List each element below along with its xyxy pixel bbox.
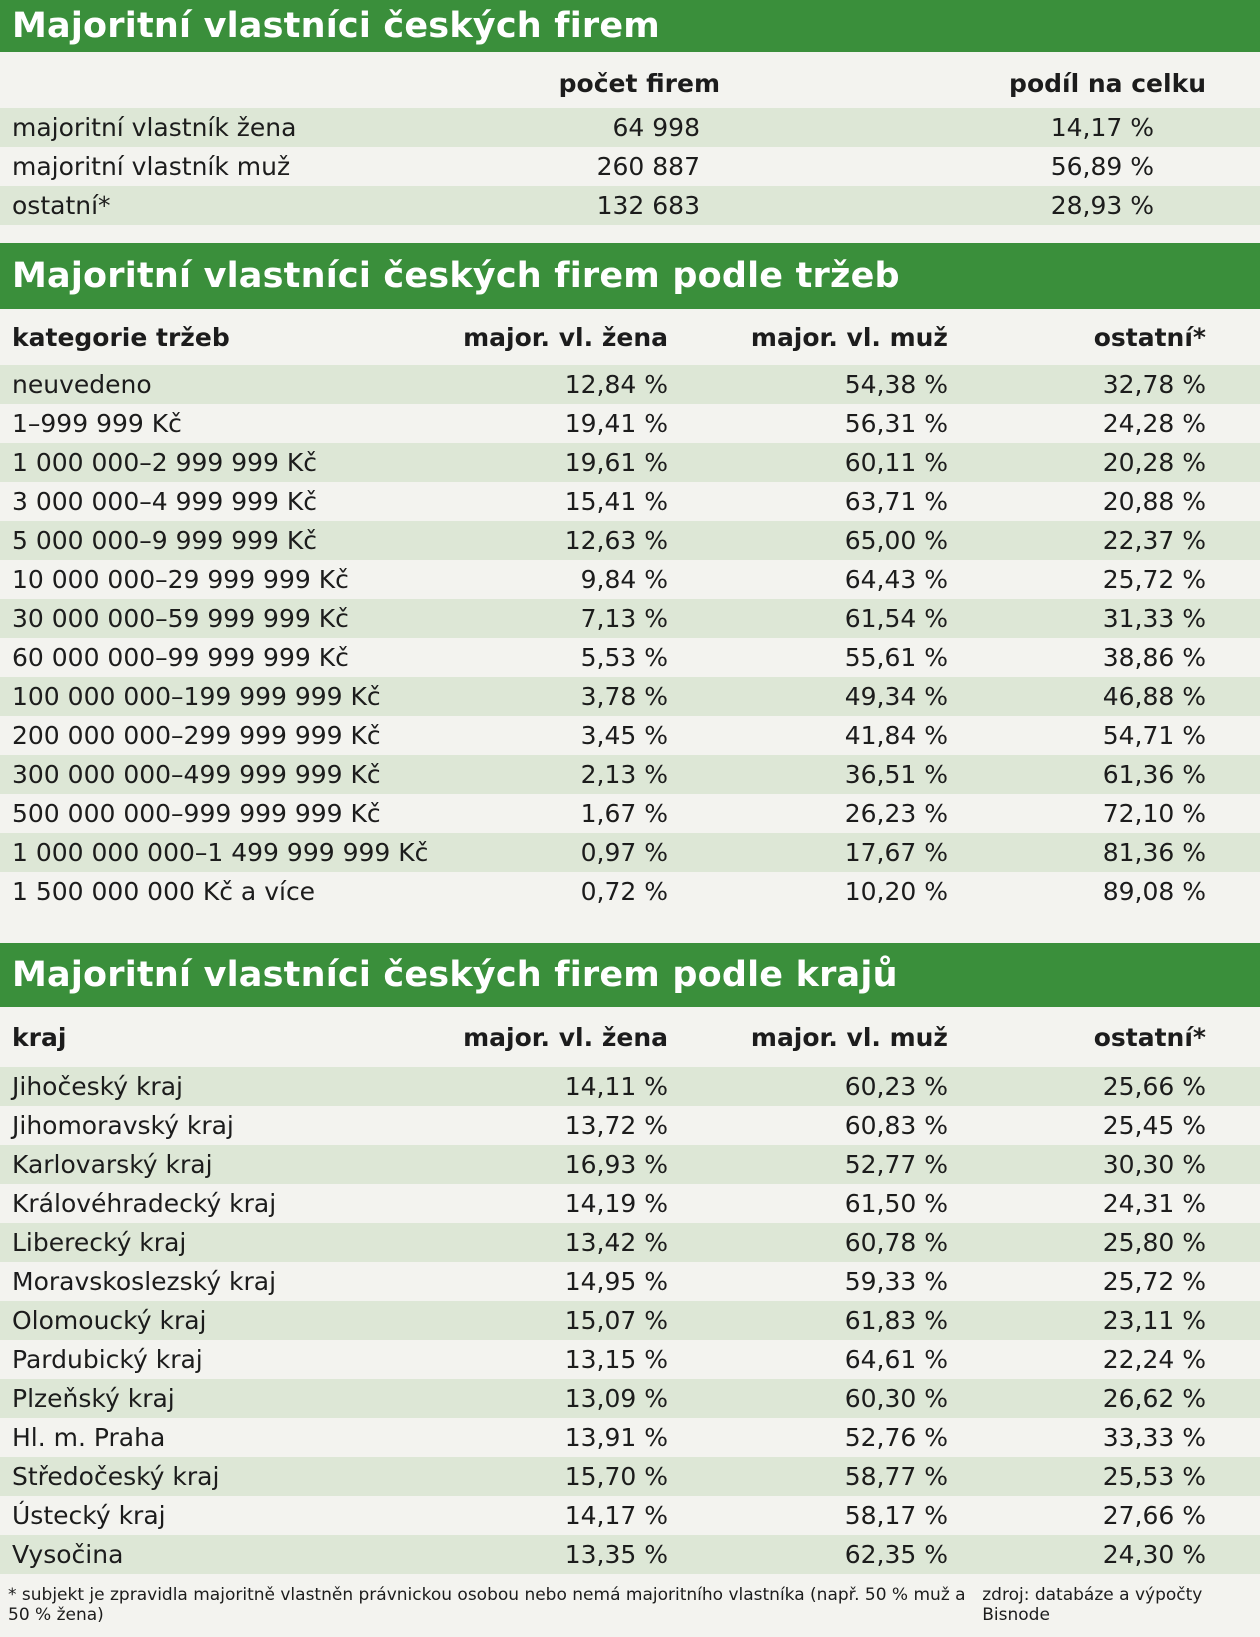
- table-row: [0, 599, 1260, 638]
- section-regions: [0, 943, 1260, 1574]
- row-value: 24,28 %: [1102, 409, 1206, 438]
- row-value: 58,17 %: [844, 1501, 948, 1530]
- row-value: 46,88 %: [1102, 682, 1206, 711]
- table-row: [0, 1418, 1260, 1457]
- row-label: majoritní vlastník muž: [12, 152, 291, 181]
- row-value: 22,24 %: [1102, 1345, 1206, 1374]
- header-cell: major. vl. žena: [463, 1022, 668, 1052]
- row-value: 14,19 %: [564, 1189, 668, 1218]
- table-row: [0, 1223, 1260, 1262]
- table-row: [0, 108, 1260, 147]
- table-row: [0, 1301, 1260, 1340]
- row-value: 60,78 %: [844, 1228, 948, 1257]
- header-cell: major. vl. muž: [750, 322, 948, 352]
- row-value: 19,41 %: [564, 409, 668, 438]
- row-label: 30 000 000–59 999 999 Kč: [12, 604, 349, 633]
- table-row: [0, 560, 1260, 599]
- table-row: [0, 443, 1260, 482]
- row-value: 52,76 %: [844, 1423, 948, 1452]
- row-label: 1 000 000–2 999 999 Kč: [12, 448, 318, 477]
- table-row: [0, 147, 1260, 186]
- row-value: 64 998: [612, 113, 700, 142]
- table-row: [0, 365, 1260, 404]
- section-title: Majoritní vlastníci českých firem: [0, 0, 1260, 52]
- row-value: 61,50 %: [844, 1189, 948, 1218]
- row-label: Pardubický kraj: [12, 1345, 203, 1374]
- row-value: 0,97 %: [580, 838, 668, 867]
- row-value: 13,91 %: [564, 1423, 668, 1452]
- row-value: 260 887: [596, 152, 700, 181]
- row-value: 61,36 %: [1102, 760, 1206, 789]
- source-note: zdroj: databáze a výpočty Bisnode: [982, 1585, 1203, 1625]
- row-value: 56,89 %: [1050, 152, 1154, 181]
- row-label: ostatní*: [12, 191, 111, 220]
- row-value: 25,72 %: [1102, 565, 1206, 594]
- row-value: 15,41 %: [564, 487, 668, 516]
- row-label: 5 000 000–9 999 999 Kč: [12, 526, 318, 555]
- row-value: 2,13 %: [580, 760, 668, 789]
- row-value: 13,35 %: [564, 1540, 668, 1569]
- table-row: [0, 1262, 1260, 1301]
- row-value: 23,11 %: [1102, 1306, 1206, 1335]
- row-value: 132 683: [596, 191, 700, 220]
- row-value: 25,45 %: [1102, 1111, 1206, 1140]
- table-row: [0, 677, 1260, 716]
- row-label: 300 000 000–499 999 999 Kč: [12, 760, 381, 789]
- row-value: 16,93 %: [564, 1150, 668, 1179]
- table-row: [0, 638, 1260, 677]
- row-label: Hl. m. Praha: [12, 1423, 166, 1452]
- row-label: 1 500 000 000 Kč a více: [12, 877, 316, 906]
- table-row: [0, 1535, 1260, 1574]
- row-value: 14,17 %: [1050, 113, 1154, 142]
- row-value: 25,72 %: [1102, 1267, 1206, 1296]
- row-value: 59,33 %: [844, 1267, 948, 1296]
- section-overall: [0, 0, 1260, 225]
- row-value: 9,84 %: [580, 565, 668, 594]
- table-row: [0, 1457, 1260, 1496]
- table-row: [0, 1067, 1260, 1106]
- row-value: 64,43 %: [844, 565, 948, 594]
- row-value: 14,17 %: [564, 1501, 668, 1530]
- row-label: 200 000 000–299 999 999 Kč: [12, 721, 381, 750]
- row-label: Vysočina: [12, 1540, 124, 1569]
- row-value: 24,31 %: [1102, 1189, 1206, 1218]
- row-label: Liberecký kraj: [12, 1228, 187, 1257]
- row-value: 3,78 %: [580, 682, 668, 711]
- row-value: 58,77 %: [844, 1462, 948, 1491]
- row-label: Plzeňský kraj: [12, 1384, 175, 1413]
- row-label: 3 000 000–4 999 999 Kč: [12, 487, 318, 516]
- header-cell: kraj: [12, 1022, 67, 1052]
- header-cell: kategorie tržeb: [12, 322, 230, 352]
- row-value: 25,53 %: [1102, 1462, 1206, 1491]
- row-label: 10 000 000–29 999 999 Kč: [12, 565, 349, 594]
- header-cell: ostatní*: [1093, 322, 1206, 352]
- row-value: 61,83 %: [844, 1306, 948, 1335]
- row-value: 12,84 %: [564, 370, 668, 399]
- section-title: Majoritní vlastníci českých firem podle krajů: [0, 943, 1260, 1007]
- footnote: * subjekt je zpravidla majoritně vlastněn právnickou osobou nebo nemá majoritního vlastníka (např. 50 % muž a 50 % žena): [8, 1585, 966, 1625]
- table-row: [0, 404, 1260, 443]
- row-value: 17,67 %: [844, 838, 948, 867]
- footer: [0, 1585, 1260, 1625]
- row-value: 20,88 %: [1102, 487, 1206, 516]
- row-value: 20,28 %: [1102, 448, 1206, 477]
- table-row: [0, 1106, 1260, 1145]
- row-value: 14,11 %: [564, 1072, 668, 1101]
- row-value: 63,71 %: [844, 487, 948, 516]
- row-label: Karlovarský kraj: [12, 1150, 213, 1179]
- row-value: 12,63 %: [564, 526, 668, 555]
- row-value: 60,23 %: [844, 1072, 948, 1101]
- table-row: [0, 521, 1260, 560]
- row-value: 30,30 %: [1102, 1150, 1206, 1179]
- row-value: 81,36 %: [1102, 838, 1206, 867]
- row-label: Ústecký kraj: [12, 1501, 166, 1530]
- row-value: 31,33 %: [1102, 604, 1206, 633]
- row-value: 0,72 %: [580, 877, 668, 906]
- header-cell: ostatní*: [1093, 1022, 1206, 1052]
- row-value: 65,00 %: [844, 526, 948, 555]
- row-value: 22,37 %: [1102, 526, 1206, 555]
- row-label: Středočeský kraj: [12, 1462, 220, 1491]
- row-label: 60 000 000–99 999 999 Kč: [12, 643, 349, 672]
- row-value: 13,09 %: [564, 1384, 668, 1413]
- row-label: 500 000 000–999 999 999 Kč: [12, 799, 381, 828]
- row-value: 25,80 %: [1102, 1228, 1206, 1257]
- row-value: 1,67 %: [580, 799, 668, 828]
- row-value: 3,45 %: [580, 721, 668, 750]
- table-row: [0, 1496, 1260, 1535]
- row-label: 1–999 999 Kč: [12, 409, 182, 438]
- row-value: 62,35 %: [844, 1540, 948, 1569]
- row-label: 1 000 000 000–1 499 999 999 Kč: [12, 838, 429, 867]
- row-value: 38,86 %: [1102, 643, 1206, 672]
- row-label: Olomoucký kraj: [12, 1306, 207, 1335]
- row-value: 72,10 %: [1102, 799, 1206, 828]
- header-cell: podíl na celku: [1009, 68, 1206, 98]
- section-revenue: [0, 243, 1260, 911]
- row-value: 13,42 %: [564, 1228, 668, 1257]
- table-row: [0, 1184, 1260, 1223]
- section-title: Majoritní vlastníci českých firem podle tržeb: [0, 243, 1260, 309]
- row-value: 64,61 %: [844, 1345, 948, 1374]
- table-header: [0, 309, 1260, 365]
- row-label: majoritní vlastník žena: [12, 113, 297, 142]
- row-value: 60,11 %: [844, 448, 948, 477]
- row-value: 27,66 %: [1102, 1501, 1206, 1530]
- row-value: 15,70 %: [564, 1462, 668, 1491]
- row-value: 26,23 %: [844, 799, 948, 828]
- table-row: [0, 186, 1260, 225]
- row-value: 7,13 %: [580, 604, 668, 633]
- row-value: 14,95 %: [564, 1267, 668, 1296]
- row-label: neuvedeno: [12, 370, 152, 399]
- row-value: 36,51 %: [844, 760, 948, 789]
- row-value: 54,38 %: [844, 370, 948, 399]
- row-value: 33,33 %: [1102, 1423, 1206, 1452]
- row-value: 60,83 %: [844, 1111, 948, 1140]
- header-cell: počet firem: [558, 68, 720, 98]
- table-row: [0, 482, 1260, 521]
- row-value: 5,53 %: [580, 643, 668, 672]
- row-value: 52,77 %: [844, 1150, 948, 1179]
- table-row: [0, 833, 1260, 872]
- table-row: [0, 1379, 1260, 1418]
- row-value: 56,31 %: [844, 409, 948, 438]
- row-value: 49,34 %: [844, 682, 948, 711]
- table-row: [0, 716, 1260, 755]
- row-value: 28,93 %: [1050, 191, 1154, 220]
- row-value: 54,71 %: [1102, 721, 1206, 750]
- row-value: 41,84 %: [844, 721, 948, 750]
- row-value: 89,08 %: [1102, 877, 1206, 906]
- row-value: 25,66 %: [1102, 1072, 1206, 1101]
- table-row: [0, 872, 1260, 911]
- row-value: 19,61 %: [564, 448, 668, 477]
- row-value: 24,30 %: [1102, 1540, 1206, 1569]
- table-row: [0, 1145, 1260, 1184]
- row-value: 10,20 %: [844, 877, 948, 906]
- row-value: 32,78 %: [1102, 370, 1206, 399]
- row-value: 26,62 %: [1102, 1384, 1206, 1413]
- table-header: [0, 52, 1260, 108]
- row-label: Královéhradecký kraj: [12, 1189, 277, 1218]
- table-row: [0, 794, 1260, 833]
- header-cell: major. vl. muž: [750, 1022, 948, 1052]
- row-value: 15,07 %: [564, 1306, 668, 1335]
- row-label: Moravskoslezský kraj: [12, 1267, 277, 1296]
- table-row: [0, 755, 1260, 794]
- table-row: [0, 1340, 1260, 1379]
- header-cell: major. vl. žena: [463, 322, 668, 352]
- row-value: 55,61 %: [844, 643, 948, 672]
- row-value: 13,72 %: [564, 1111, 668, 1140]
- row-label: 100 000 000–199 999 999 Kč: [12, 682, 381, 711]
- table-header: [0, 1007, 1260, 1067]
- row-value: 61,54 %: [844, 604, 948, 633]
- row-label: Jihomoravský kraj: [12, 1111, 234, 1140]
- row-value: 13,15 %: [564, 1345, 668, 1374]
- row-label: Jihočeský kraj: [12, 1072, 183, 1101]
- row-value: 60,30 %: [844, 1384, 948, 1413]
